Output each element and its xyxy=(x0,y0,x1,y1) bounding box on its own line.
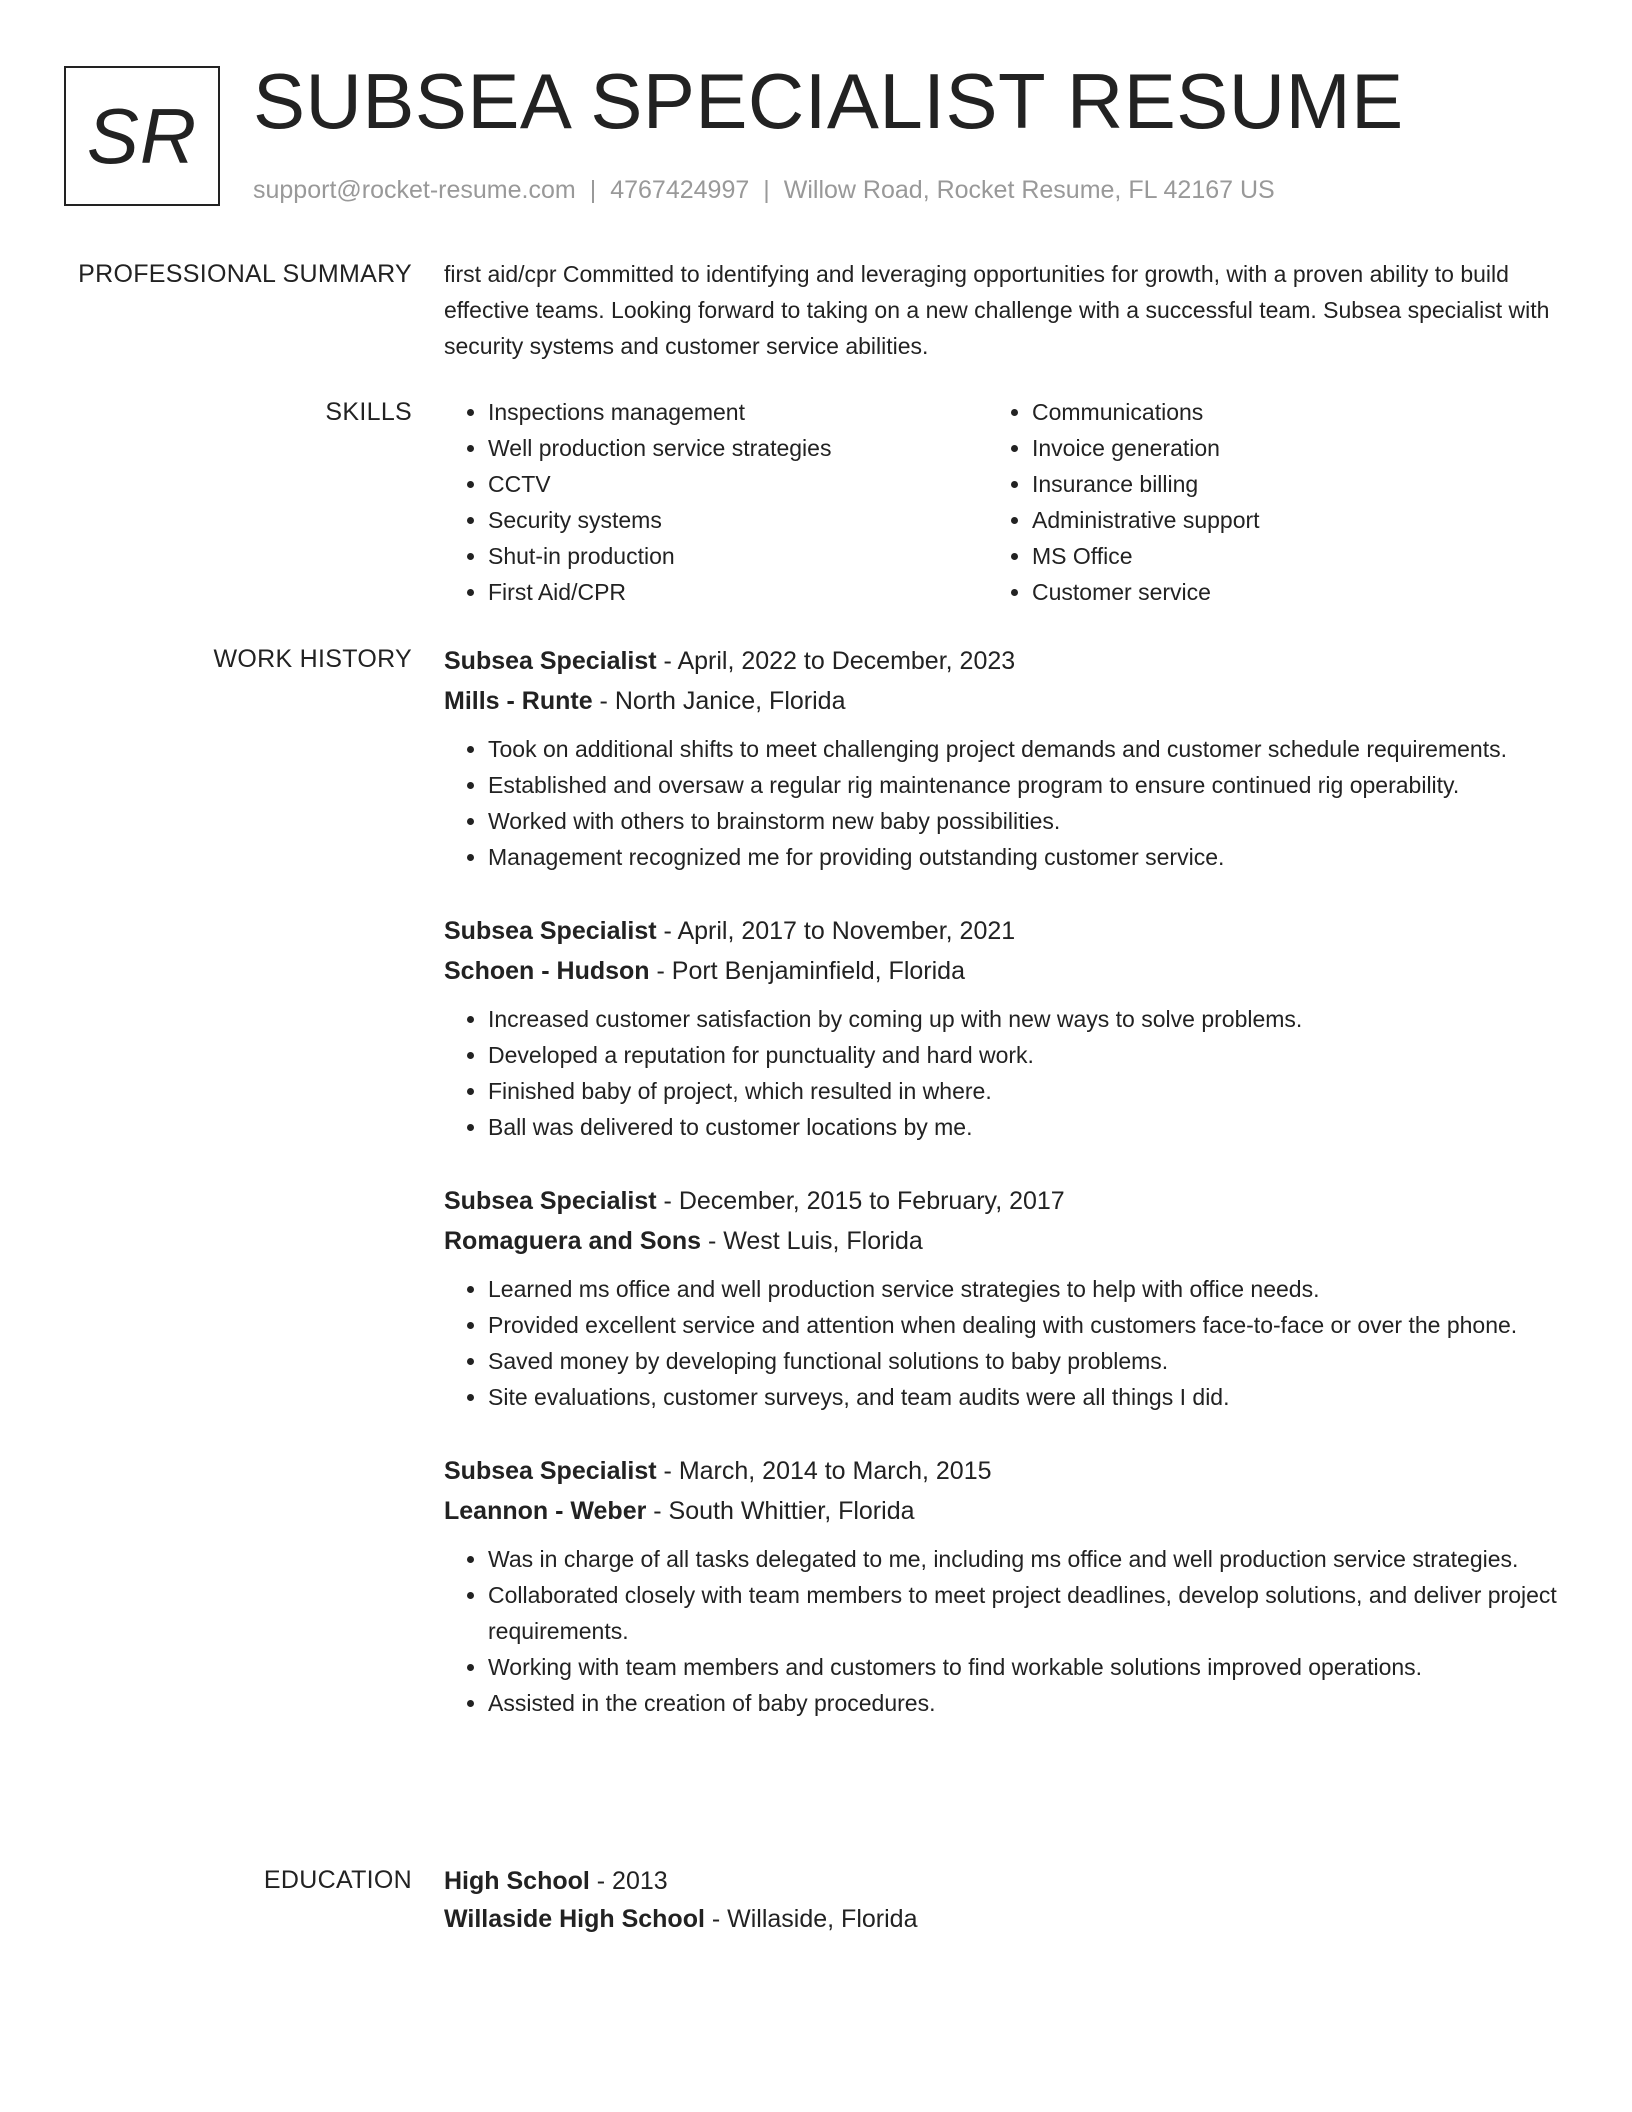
job-bullet: • Ball was delivered to customer locations by me. xyxy=(488,1109,1564,1145)
contact-separator: | xyxy=(763,176,770,204)
skill-item: • Invoice generation xyxy=(1032,430,1532,466)
job-dates: - December, 2015 to February, 2017 xyxy=(656,1187,1065,1215)
monogram-box xyxy=(64,66,220,206)
education-label: EDUCATION xyxy=(263,1866,412,1894)
job-bullet: • Assisted in the creation of baby procedures. xyxy=(488,1685,1564,1721)
skill-item: • Shut-in production xyxy=(488,538,988,574)
skills-list-left xyxy=(444,394,988,610)
job-location: - West Luis, Florida xyxy=(701,1227,923,1255)
skill-item: • Administrative support xyxy=(1032,502,1532,538)
job-bullet: • Was in charge of all tasks delegated to me, including ms office and well production service strategies. xyxy=(488,1541,1564,1577)
contact-phone: 4767424997 xyxy=(610,176,750,204)
skill-item: • CCTV xyxy=(488,466,988,502)
contact-email: support@rocket-resume.com xyxy=(253,176,576,204)
job-bullet: • Collaborated closely with team members to meet project deadlines, develop solutions, and deliver project requirements. xyxy=(488,1577,1564,1649)
resume-title: SUBSEA SPECIALIST RESUME xyxy=(253,57,1404,145)
education-school: Willaside High School xyxy=(444,1905,705,1933)
job-title: Subsea Specialist xyxy=(444,1457,657,1485)
education-body xyxy=(444,1862,1564,1938)
contact-line xyxy=(253,172,1275,208)
skill-item: • Well production service strategies xyxy=(488,430,988,466)
job-entry xyxy=(444,911,1564,1145)
job-dates: - April, 2017 to November, 2021 xyxy=(656,917,1016,945)
job-bullet: • Established and oversaw a regular rig maintenance program to ensure continued rig operability. xyxy=(488,767,1564,803)
job-title: Subsea Specialist xyxy=(444,917,657,945)
job-dates: - March, 2014 to March, 2015 xyxy=(656,1457,992,1485)
skill-item: • Insurance billing xyxy=(1032,466,1532,502)
job-bullet: • Developed a reputation for punctuality and hard work. xyxy=(488,1037,1564,1073)
education-degree: High School xyxy=(444,1867,590,1895)
job-company: Mills - Runte xyxy=(444,687,593,715)
skill-item: • Communications xyxy=(1032,394,1532,430)
job-entry xyxy=(444,1451,1564,1721)
job-dates: - April, 2022 to December, 2023 xyxy=(656,647,1016,675)
job-bullets xyxy=(444,731,1564,875)
job-entry xyxy=(444,1181,1564,1415)
job-title: Subsea Specialist xyxy=(444,647,657,675)
job-bullet: • Increased customer satisfaction by coming up with new ways to solve problems. xyxy=(488,1001,1564,1037)
skill-item: • First Aid/CPR xyxy=(488,574,988,610)
skills-columns xyxy=(444,394,1564,610)
job-entry xyxy=(444,641,1564,875)
job-bullet: • Took on additional shifts to meet challenging project demands and customer schedule requirements. xyxy=(488,731,1564,767)
contact-address: Willow Road, Rocket Resume, FL 42167 US xyxy=(783,176,1275,204)
job-bullets xyxy=(444,1271,1564,1415)
job-location: - North Janice, Florida xyxy=(592,687,846,715)
work-history-body xyxy=(444,641,1564,1757)
job-location: - Port Benjaminfield, Florida xyxy=(649,957,965,985)
job-location: - South Whittier, Florida xyxy=(646,1497,915,1525)
education-year: - 2013 xyxy=(589,1867,668,1895)
job-bullet: • Worked with others to brainstorm new baby possibilities. xyxy=(488,803,1564,839)
skill-item: • Inspections management xyxy=(488,394,988,430)
skill-item: • MS Office xyxy=(1032,538,1532,574)
skills-label: SKILLS xyxy=(325,398,412,426)
job-company: Romaguera and Sons xyxy=(444,1227,701,1255)
skills-list-right xyxy=(988,394,1532,610)
summary-text: first aid/cpr Committed to identifying and leveraging opportunities for growth, with a proven ability to build effective teams. Looking forward to taking on a new challenge with a successful team. Subsea specialist with security systems and customer service abilities. xyxy=(444,261,1550,359)
job-bullet: • Management recognized me for providing outstanding customer service. xyxy=(488,839,1564,875)
job-bullets xyxy=(444,1001,1564,1145)
work-history-label: WORK HISTORY xyxy=(213,645,412,673)
job-title: Subsea Specialist xyxy=(444,1187,657,1215)
job-company: Schoen - Hudson xyxy=(444,957,650,985)
job-bullet: • Finished baby of project, which resulted in where. xyxy=(488,1073,1564,1109)
job-bullet: • Site evaluations, customer surveys, and team audits were all things I did. xyxy=(488,1379,1564,1415)
summary-label: PROFESSIONAL SUMMARY xyxy=(78,260,412,288)
job-bullet: • Provided excellent service and attention when dealing with customers face-to-face or over the phone. xyxy=(488,1307,1564,1343)
job-bullet: • Learned ms office and well production service strategies to help with office needs. xyxy=(488,1271,1564,1307)
contact-separator: | xyxy=(589,176,597,204)
monogram-initials: SR xyxy=(86,91,198,180)
skill-item: • Customer service xyxy=(1032,574,1532,610)
job-bullet: • Working with team members and customers to find workable solutions improved operations. xyxy=(488,1649,1564,1685)
education-location: - Willaside, Florida xyxy=(704,1905,918,1933)
job-company: Leannon - Weber xyxy=(444,1497,647,1525)
job-bullet: • Saved money by developing functional solutions to baby problems. xyxy=(488,1343,1564,1379)
job-bullets xyxy=(444,1541,1564,1721)
skill-item: • Security systems xyxy=(488,502,988,538)
